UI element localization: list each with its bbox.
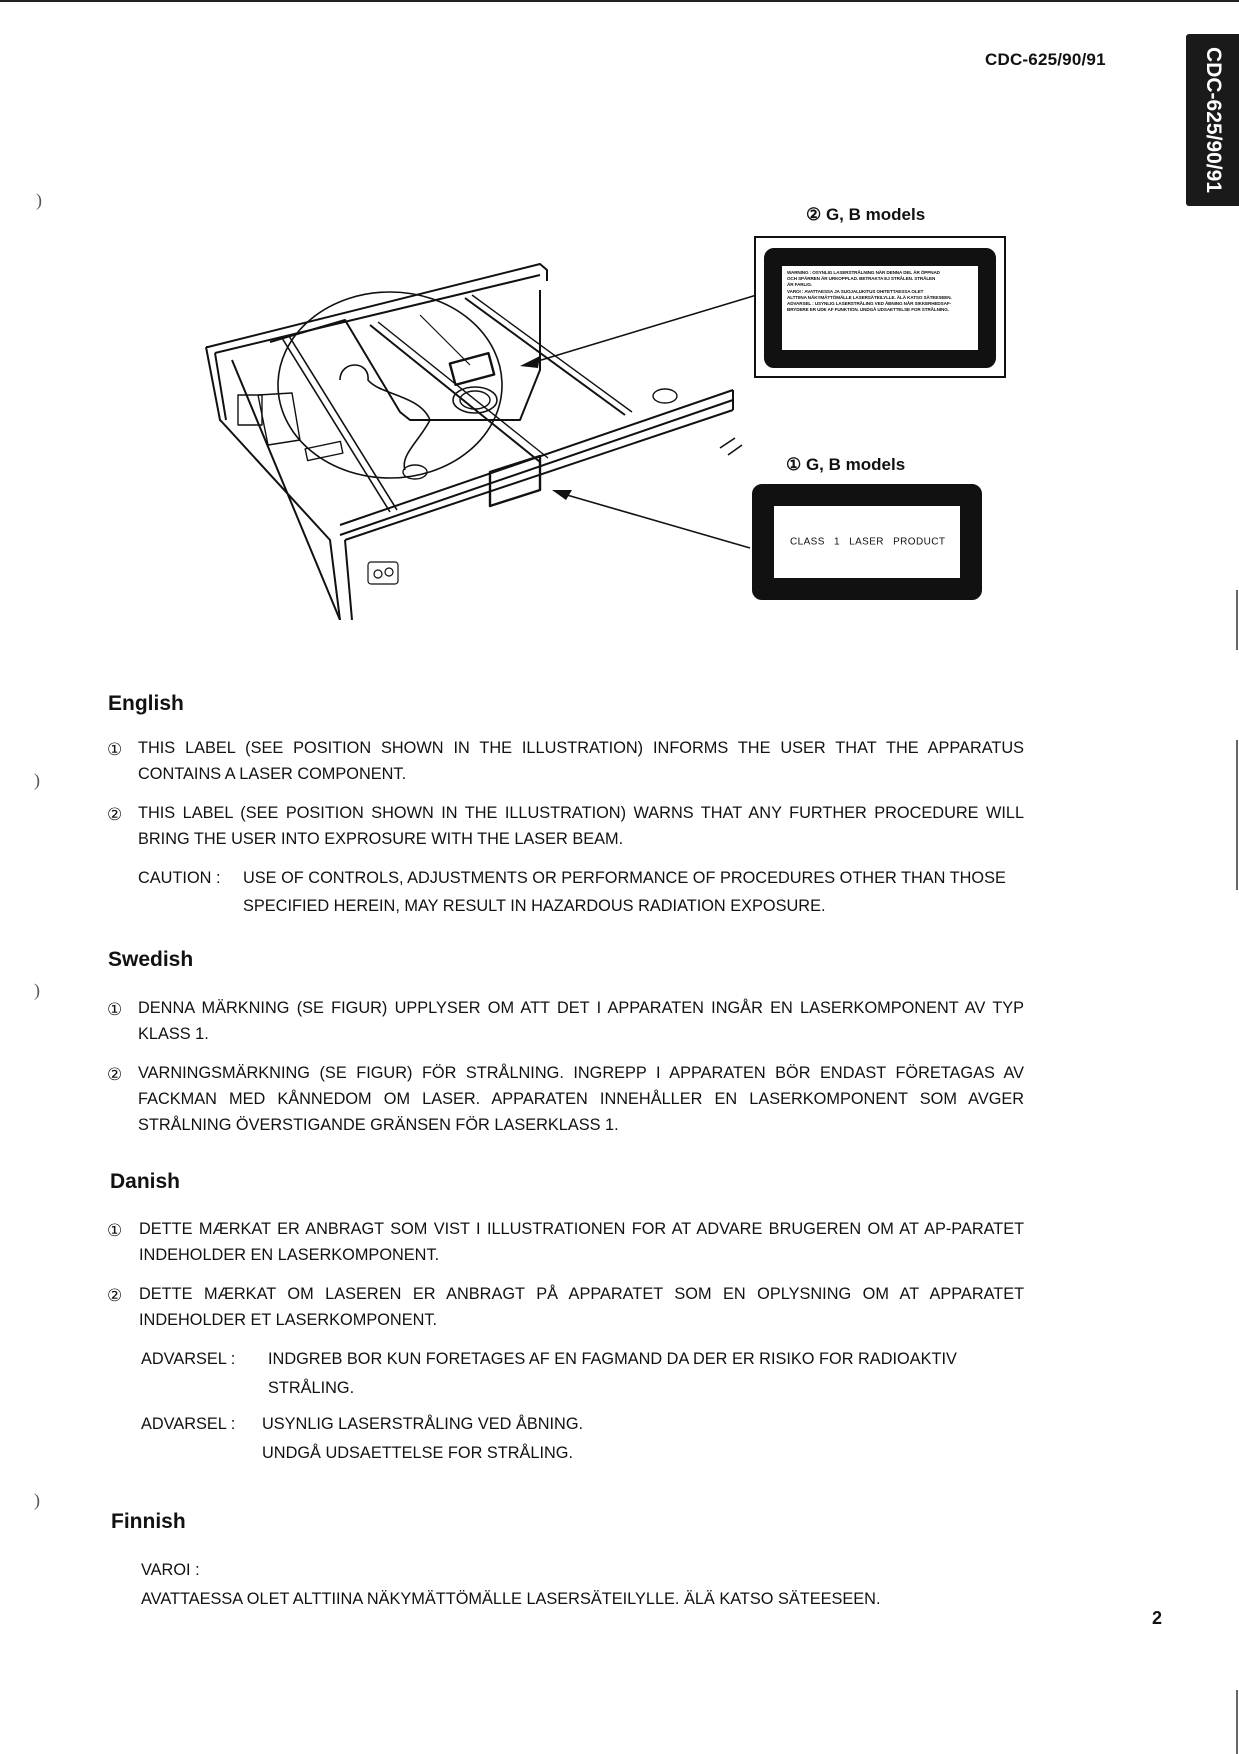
header-model-number: CDC-625/90/91 — [985, 50, 1106, 69]
punch-hole-mark: ) — [34, 770, 40, 790]
english-item-1: THIS LABEL (SEE POSITION SHOWN IN THE ILLUSTRATION) INFORMS THE USER THAT THE APPARATUS CONTAINS A LASER COMPONENT. — [138, 738, 1025, 783]
section-title-danish: Danish — [110, 1170, 181, 1193]
advarsel-label: ADVARSEL : — [141, 1349, 236, 1368]
item-number: ① — [107, 1221, 123, 1240]
warning-label-border — [764, 248, 996, 368]
punch-hole-mark: ) — [34, 980, 40, 1000]
class1-label-box — [752, 484, 982, 600]
punch-hole-mark: ) — [34, 1490, 40, 1510]
label-2-caption: ② G, B models — [806, 205, 926, 224]
item-number: ① — [107, 1000, 123, 1019]
swedish-item-1: DENNA MÄRKNING (SE FIGUR) UPPLYSER OM ATT DET I APPARATEN INGÅR EN LASERKOMPONENT AV TYP KLASS 1. — [138, 998, 1025, 1043]
label-1-caption: ① G, B models — [786, 455, 906, 474]
section-title-swedish: Swedish — [108, 948, 194, 971]
varoi-label: VAROI : — [141, 1560, 200, 1579]
advarsel-1-line-2: STRÅLING. — [268, 1378, 355, 1397]
class1-label-text: CLASS 1 LASER PRODUCT — [790, 536, 946, 548]
item-number: ② — [107, 1065, 123, 1084]
advarsel-2-line-2: UNDGÅ UDSAETTELSE FOR STRÅLING. — [262, 1443, 574, 1462]
section-title-english: English — [108, 692, 184, 715]
swedish-item-2: VARNINGSMÄRKNING (SE FIGUR) FÖR STRÅLNING. INGREPP I APPARATEN BÖR ENDAST FÖRETAGAS AV FACKMAN MED KÅNNEDOM OM LASER. APPARATEN INNEHÅLLER EN LASERKOMPONENT SOM AVGER STRÅLNING ÖVERSTIGANDE GRÄNSEN FÖR LASERKLASS 1. — [138, 1063, 1025, 1134]
section-title-finnish: Finnish — [111, 1510, 186, 1533]
advarsel-label: ADVARSEL : — [141, 1414, 236, 1433]
caution-line-1: USE OF CONTROLS, ADJUSTMENTS OR PERFORMANCE OF PROCEDURES OTHER THAN THOSE — [243, 868, 1006, 887]
punch-hole-mark: ) — [36, 190, 42, 210]
danish-item-2: DETTE MÆRKAT OM LASEREN ER ANBRAGT PÅ APPARATET SOM EN OPLYSNING OM AT APPARATET INDEHOLDER ET LASERKOMPONENT. — [139, 1284, 1025, 1329]
finnish-warning-line: AVATTAESSA OLET ALTTIINA NÄKYMÄTTÖMÄLLE LASERSÄTEILYLLE. ÄLÄ KATSO SÄTEESEEN. — [141, 1589, 881, 1608]
scan-edge-mark — [1236, 740, 1238, 890]
advarsel-2-line-1: USYNLIG LASERSTRÅLING VED ÅBNING. — [262, 1414, 584, 1433]
warning-label-text-area — [782, 266, 978, 350]
cd-tray-drawing — [0, 0, 1239, 620]
class1-label-text-area — [774, 506, 960, 578]
cd-mechanism-illustration — [0, 0, 1239, 620]
english-item-2: THIS LABEL (SEE POSITION SHOWN IN THE ILLUSTRATION) WARNS THAT ANY FURTHER PROCEDURE WILL BRING THE USER INTO EXPROSURE WITH THE LASER BEAM. — [138, 803, 1025, 848]
item-number: ② — [107, 805, 123, 824]
warning-label-text: WARNING : OSYNLIG LASERSTRÅLNING NÄR DENNA DEL ÄR ÖPPNAD OCH SPÄRREN ÄR URKOPPLAD. BETRAKTA EJ STRÅLEN. STRÅLEN ÄR FARLIG. VAROI : AVATTAESSA JA SUOJALUKITUS OHITETTAESSA OLET ALTTIINA NÄKYMÄTTÖMÄLLE LASERSÄTEILYLLE. ÄLÄ KATSO SÄTEESEEN. ADVARSEL : USYNLIG LASERSTRÅLING VED ÅBNING NÅR SIKKERHEDSAF- BRYDERE ER UDE AF FUNKTION. UNDGÅ UDSAETTELSE FOR STRÅLNING. — [787, 270, 952, 313]
side-index-tab-label: CDC-625/90/91 — [1201, 47, 1225, 193]
arrow-head-icon — [520, 356, 540, 368]
item-number: ② — [107, 1286, 123, 1305]
arrow-head-icon — [552, 490, 572, 500]
advarsel-1-line-1: INDGREB BOR KUN FORETAGES AF EN FAGMAND DA DER ER RISIKO FOR RADIOAKTIV — [268, 1349, 957, 1368]
caution-label: CAUTION : — [138, 868, 221, 887]
danish-item-1: DETTE MÆRKAT ER ANBRAGT SOM VIST I ILLUSTRATIONEN FOR AT ADVARE BRUGEREN OM AT AP-PARATET INDEHOLDER EN LASERKOMPONENT. — [139, 1219, 1025, 1264]
caution-line-2: SPECIFIED HEREIN, MAY RESULT IN HAZARDOUS RADIATION EXPOSURE. — [243, 896, 826, 915]
page-number: 2 — [1152, 1608, 1163, 1628]
scan-edge-mark — [1236, 1690, 1238, 1754]
item-number: ① — [107, 740, 123, 759]
warning-label-box — [754, 236, 1006, 378]
